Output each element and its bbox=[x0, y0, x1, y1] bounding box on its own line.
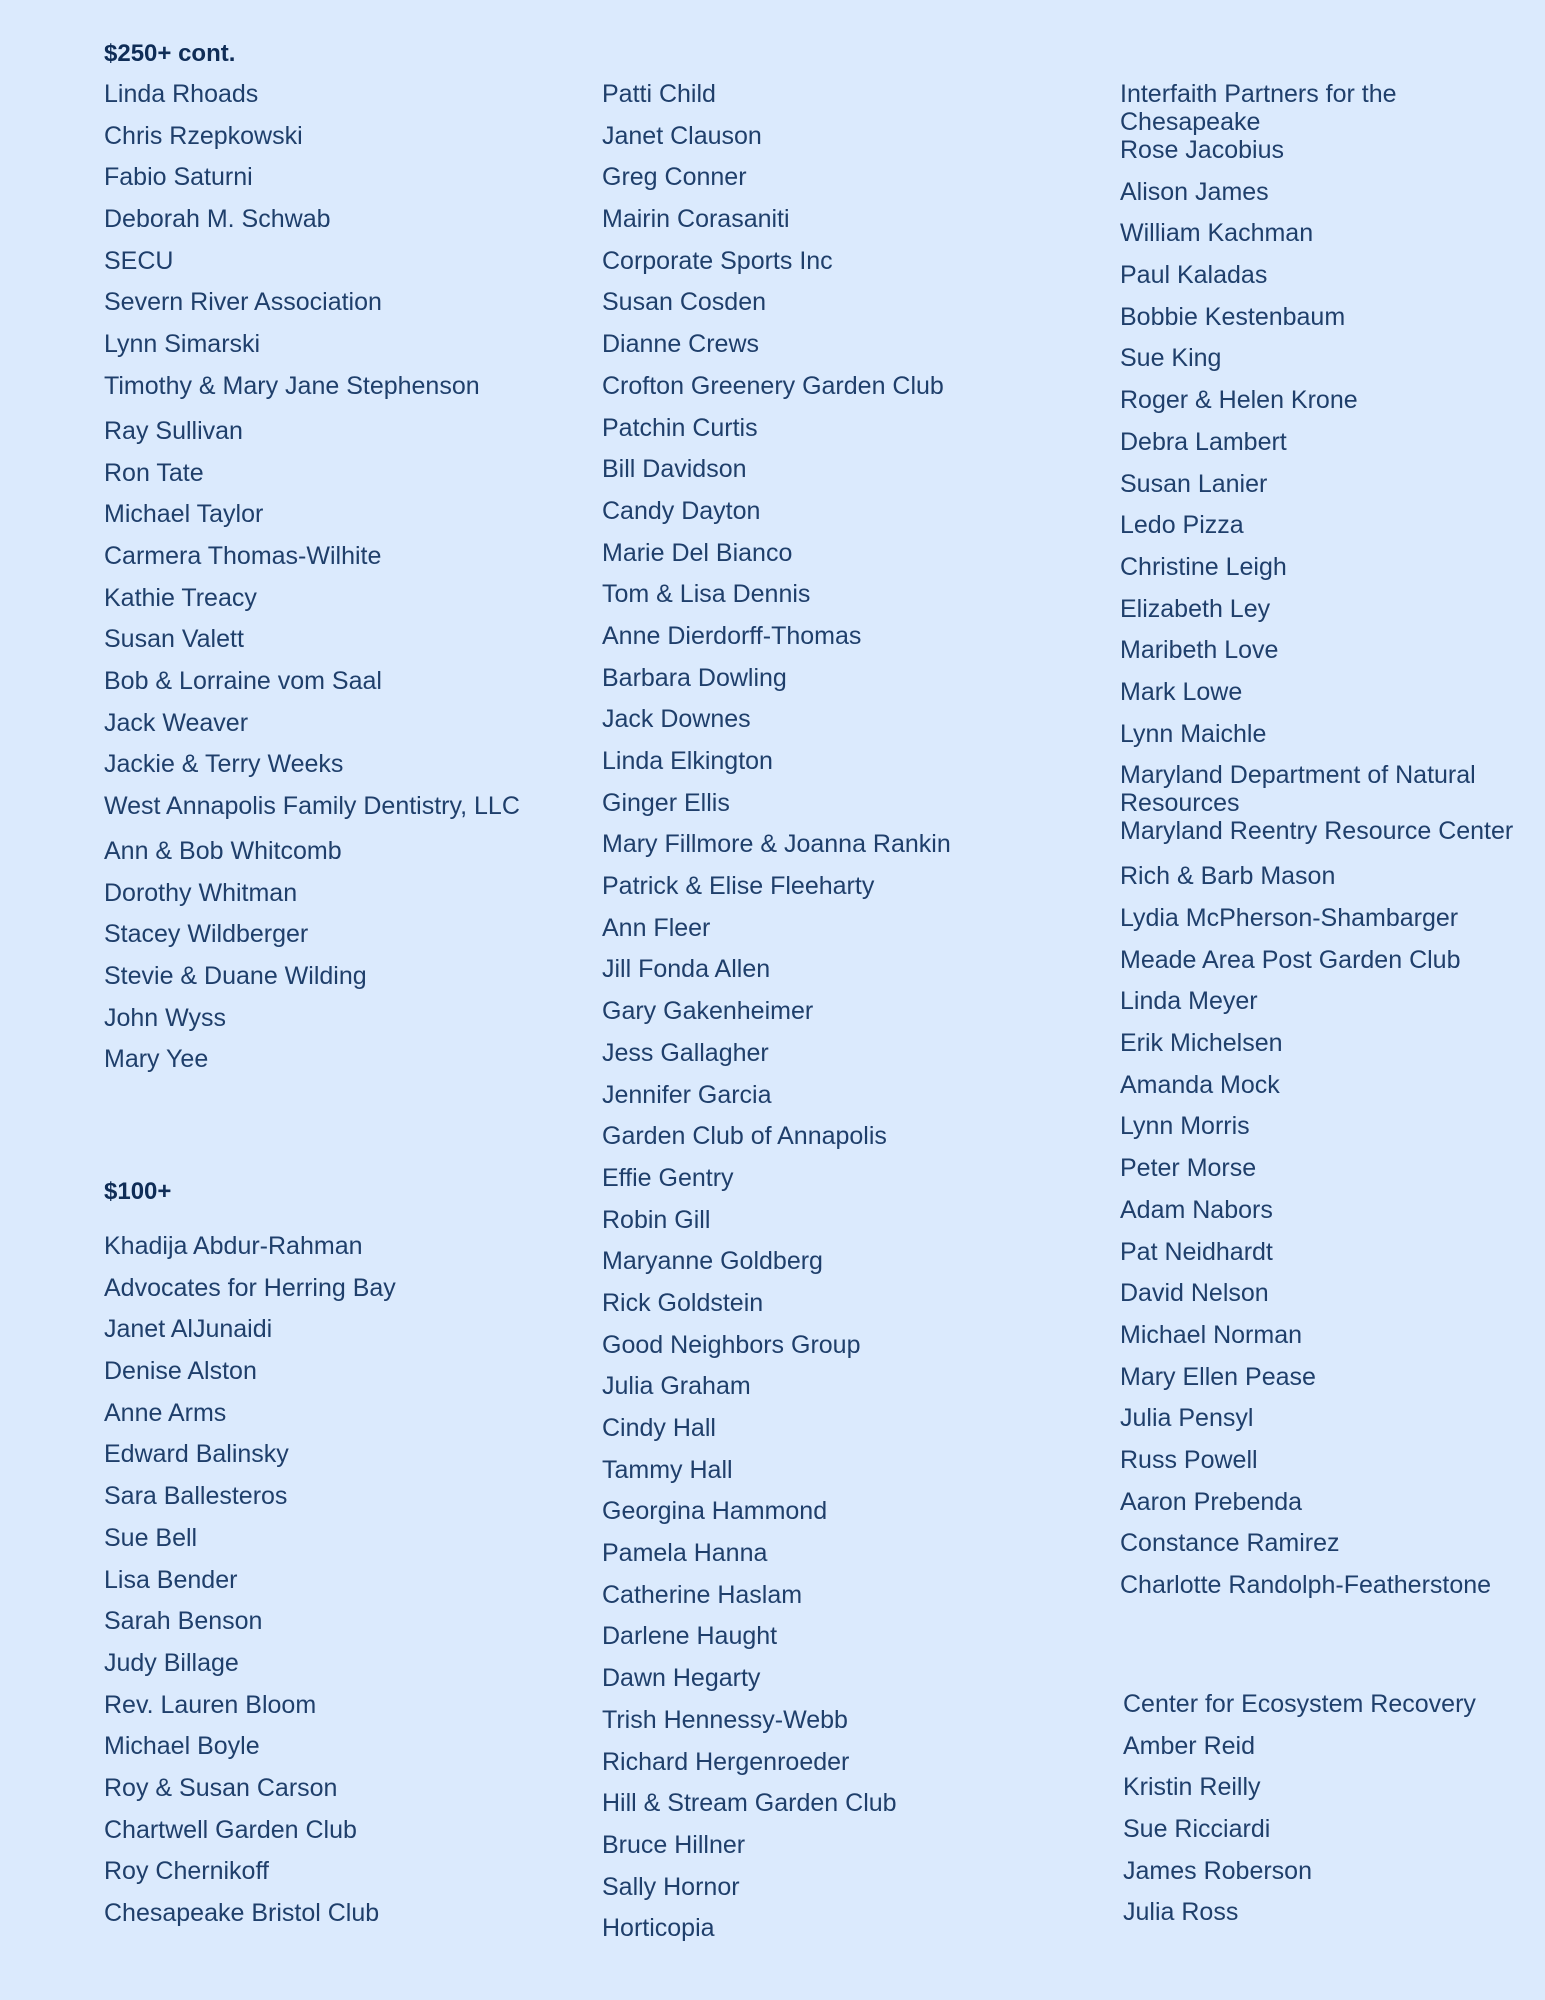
donor-name: Maryland Department of Natural Resources bbox=[1120, 761, 1476, 818]
donor-name: Maribeth Love bbox=[1120, 636, 1279, 665]
donor-name: Maryanne Goldberg bbox=[602, 1247, 823, 1276]
donor-name: Christine Leigh bbox=[1120, 552, 1287, 581]
donor-name: Sarah Benson bbox=[104, 1607, 263, 1636]
donor-name: Paul Kaladas bbox=[1120, 261, 1268, 290]
donor-name: Chesapeake Bristol Club bbox=[104, 1899, 380, 1927]
donor-name: Dianne Crews bbox=[602, 330, 760, 359]
donor-name: Lynn Simarski bbox=[104, 330, 261, 359]
donor-name: Roy & Susan Carson bbox=[104, 1773, 338, 1802]
donor-name: Chartwell Garden Club bbox=[104, 1815, 357, 1844]
donor-name: Jill Fonda Allen bbox=[602, 955, 771, 984]
donor-name: Bob & Lorraine vom Saal bbox=[104, 666, 382, 695]
donor-name: Julia Graham bbox=[602, 1372, 751, 1401]
donor-name: Garden Club of Annapolis bbox=[602, 1122, 887, 1151]
donor-name: Rose Jacobius bbox=[1120, 136, 1284, 164]
donor-name: Linda Elkington bbox=[602, 747, 773, 775]
donor-name: Susan Lanier bbox=[1120, 469, 1268, 498]
donor-name: William Kachman bbox=[1120, 219, 1314, 248]
donor-name: Bobbie Kestenbaum bbox=[1120, 302, 1346, 331]
donor-name: Pat Neidhardt bbox=[1120, 1237, 1273, 1266]
donor-name: James Roberson bbox=[1123, 1856, 1312, 1885]
donor-name: Mary Ellen Pease bbox=[1120, 1362, 1316, 1391]
donor-name: Mark Lowe bbox=[1120, 677, 1243, 706]
donor-name: John Wyss bbox=[104, 1003, 227, 1032]
donor-name: Greg Conner bbox=[602, 163, 747, 192]
donor-name: Alison James bbox=[1120, 177, 1269, 206]
donor-name: Lydia McPherson-Shambarger bbox=[1120, 904, 1459, 932]
donor-name: Ron Tate bbox=[104, 458, 204, 487]
donor-name: West Annapolis Family Dentistry, LLC bbox=[104, 792, 520, 820]
donor-name: Sue Bell bbox=[104, 1523, 198, 1552]
donor-name: Jennifer Garcia bbox=[602, 1080, 772, 1109]
donor-name: Good Neighbors Group bbox=[602, 1330, 861, 1359]
donor-name: Sally Hornor bbox=[602, 1872, 740, 1901]
donor-name: Crofton Greenery Garden Club bbox=[602, 371, 944, 400]
donor-name: Rich & Barb Mason bbox=[1120, 862, 1336, 891]
donor-list-250 bbox=[104, 80, 564, 1087]
donor-name: Lisa Bender bbox=[104, 1565, 238, 1594]
donor-name: Rev. Lauren Bloom bbox=[104, 1690, 317, 1719]
donor-name: Ann Fleer bbox=[602, 913, 711, 942]
donor-name: Michael Norman bbox=[1120, 1320, 1303, 1349]
donor-name: Corporate Sports Inc bbox=[602, 246, 833, 275]
donor-name: Debra Lambert bbox=[1120, 427, 1287, 456]
donor-name: Robin Gill bbox=[602, 1205, 711, 1234]
donor-name: Tom & Lisa Dennis bbox=[602, 580, 811, 609]
donor-name: SECU bbox=[104, 246, 174, 275]
donor-name: Michael Boyle bbox=[104, 1732, 260, 1761]
donor-name: Julia Ross bbox=[1123, 1898, 1239, 1927]
donor-name: Ann & Bob Whitcomb bbox=[104, 837, 342, 865]
donor-name: Darlene Haught bbox=[602, 1622, 778, 1651]
donor-name: Severn River Association bbox=[104, 288, 382, 317]
donor-name: Aaron Prebenda bbox=[1120, 1487, 1303, 1516]
donor-name: Center for Ecosystem Recovery bbox=[1123, 1690, 1476, 1718]
donor-name: Sue Ricciardi bbox=[1123, 1815, 1271, 1844]
donor-name: Janet Clauson bbox=[602, 121, 762, 150]
donor-name: Fabio Saturni bbox=[104, 163, 253, 192]
donor-name: Roy Chernikoff bbox=[104, 1857, 269, 1886]
donor-name: Linda Meyer bbox=[1120, 987, 1258, 1016]
donor-name: Deborah M. Schwab bbox=[104, 205, 331, 234]
donor-name: Anne Arms bbox=[104, 1398, 227, 1427]
donor-name: Interfaith Partners for the Chesapeake bbox=[1120, 80, 1397, 136]
donor-name: Amanda Mock bbox=[1120, 1070, 1280, 1099]
donor-name: Catherine Haslam bbox=[602, 1580, 803, 1609]
section-heading-250: $250+ cont. bbox=[104, 40, 236, 67]
donor-name: Judy Billage bbox=[104, 1648, 239, 1677]
donor-name: Mary Fillmore & Joanna Rankin bbox=[602, 830, 951, 859]
donor-name: Kathie Treacy bbox=[104, 583, 257, 612]
donor-name: Jess Gallagher bbox=[602, 1038, 769, 1067]
donor-name: Lynn Morris bbox=[1120, 1112, 1250, 1141]
donor-name: Candy Dayton bbox=[602, 496, 761, 525]
donor-name: Julia Pensyl bbox=[1120, 1404, 1254, 1433]
donor-name: Lynn Maichle bbox=[1120, 719, 1267, 748]
donor-name: Adam Nabors bbox=[1120, 1195, 1273, 1224]
donor-name: Russ Powell bbox=[1120, 1445, 1258, 1474]
donor-name: Patrick & Elise Fleeharty bbox=[602, 872, 875, 901]
donor-name: Roger & Helen Krone bbox=[1120, 386, 1358, 415]
donor-name: Cindy Hall bbox=[602, 1414, 716, 1442]
donor-name: Constance Ramirez bbox=[1120, 1529, 1340, 1558]
donor-name: Michael Taylor bbox=[104, 500, 264, 529]
donor-name: Advocates for Herring Bay bbox=[104, 1273, 396, 1302]
donor-name: Erik Michelsen bbox=[1120, 1029, 1283, 1058]
donor-name: Stacey Wildberger bbox=[104, 920, 309, 949]
donor-name: Pamela Hanna bbox=[602, 1539, 768, 1568]
donor-name: Mairin Corasaniti bbox=[602, 205, 790, 234]
donor-name: Elizabeth Ley bbox=[1120, 594, 1271, 623]
donor-name: Susan Valett bbox=[104, 625, 244, 654]
donor-name: Kristin Reilly bbox=[1123, 1773, 1261, 1802]
donor-name: Dawn Hegarty bbox=[602, 1664, 761, 1693]
donor-name: Peter Morse bbox=[1120, 1154, 1257, 1183]
donor-name: Anne Dierdorff-Thomas bbox=[602, 621, 862, 650]
donor-name: Patti Child bbox=[602, 80, 716, 108]
donor-name: Jack Downes bbox=[602, 705, 751, 734]
donor-name: Georgina Hammond bbox=[602, 1497, 828, 1526]
donor-name: Dorothy Whitman bbox=[104, 878, 298, 907]
donor-name: Maryland Reentry Resource Center bbox=[1120, 817, 1514, 846]
donor-name: Ray Sullivan bbox=[104, 416, 243, 445]
donor-name: Carmera Thomas-Wilhite bbox=[104, 541, 382, 570]
donor-name: Bill Davidson bbox=[602, 455, 747, 484]
donor-name: Chris Rzepkowski bbox=[104, 121, 303, 150]
donor-name: Jackie & Terry Weeks bbox=[104, 750, 344, 779]
donor-name: Bruce Hillner bbox=[602, 1830, 746, 1859]
donor-list-column-2 bbox=[602, 80, 1092, 1956]
donor-name: David Nelson bbox=[1120, 1279, 1269, 1308]
donor-name: Richard Hergenroeder bbox=[602, 1747, 850, 1776]
donor-name: Amber Reid bbox=[1123, 1731, 1255, 1760]
donor-name: Jack Weaver bbox=[104, 708, 249, 737]
donor-name: Gary Gakenheimer bbox=[602, 997, 814, 1026]
donor-name: Linda Rhoads bbox=[104, 80, 259, 108]
donor-name: Marie Del Bianco bbox=[602, 538, 793, 567]
donor-name: Khadija Abdur-Rahman bbox=[104, 1232, 363, 1260]
donor-list-100 bbox=[104, 1232, 564, 1941]
donor-list-column-3 bbox=[1120, 80, 1540, 1616]
donor-name: Sara Ballesteros bbox=[104, 1482, 288, 1511]
donor-name: Charlotte Randolph-Featherstone bbox=[1120, 1571, 1492, 1599]
donor-name: Meade Area Post Garden Club bbox=[1120, 945, 1461, 974]
donor-name: Denise Alston bbox=[104, 1357, 257, 1386]
donor-name: Trish Hennessy-Webb bbox=[602, 1705, 848, 1734]
donor-name: Edward Balinsky bbox=[104, 1440, 289, 1469]
donor-name: Mary Yee bbox=[104, 1045, 209, 1074]
donor-name: Stevie & Duane Wilding bbox=[104, 962, 367, 991]
section-heading-100: $100+ bbox=[104, 1178, 172, 1205]
donor-name: Janet AlJunaidi bbox=[104, 1315, 273, 1344]
donor-name: Barbara Dowling bbox=[602, 663, 787, 692]
donor-name: Patchin Curtis bbox=[602, 413, 758, 442]
donor-name: Effie Gentry bbox=[602, 1163, 734, 1192]
donor-list-column-3-continued bbox=[1123, 1690, 1543, 1940]
donor-name: Sue King bbox=[1120, 344, 1222, 373]
donor-name: Hill & Stream Garden Club bbox=[602, 1789, 897, 1818]
donor-name: Ledo Pizza bbox=[1120, 511, 1244, 540]
donor-name: Rick Goldstein bbox=[602, 1288, 764, 1317]
donor-name: Horticopia bbox=[602, 1914, 715, 1943]
donor-name: Ginger Ellis bbox=[602, 788, 730, 817]
donor-name: Susan Cosden bbox=[602, 288, 767, 317]
donor-name: Timothy & Mary Jane Stephenson bbox=[104, 371, 480, 400]
donor-name: Tammy Hall bbox=[602, 1455, 733, 1484]
